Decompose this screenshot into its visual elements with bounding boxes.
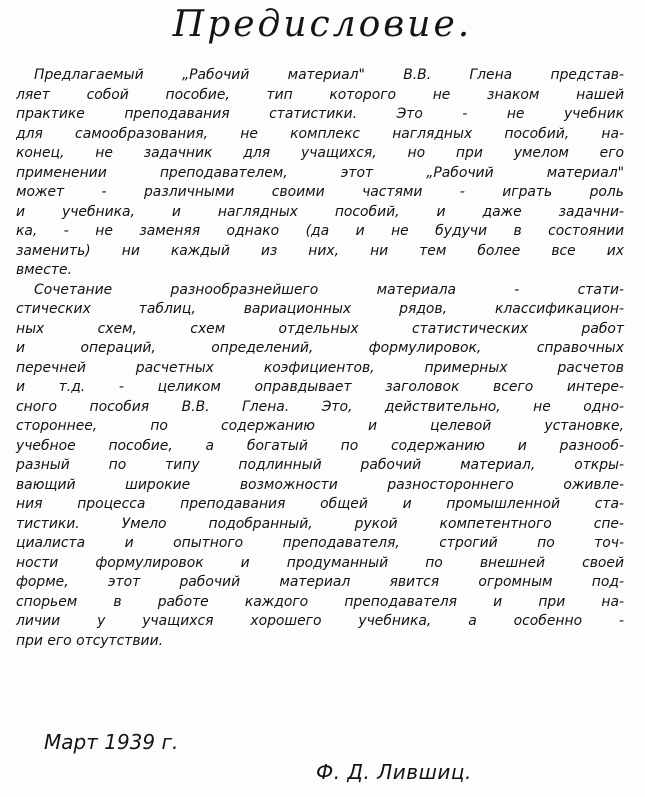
text-line: форме, этот рабочий материал явится огромным под- [16, 574, 624, 590]
text-line: может - различными своими частями - играть роль [16, 184, 624, 200]
text-line: конец, не задачник для учащихся, но при умелом его [16, 145, 624, 161]
text-line: тистики. Умело подобранный, рукой компетентного спе- [16, 515, 624, 532]
date-line: Март 1939 г. [44, 730, 179, 754]
text-line: ности формулировок и продуманный по внешней своей [16, 554, 624, 571]
text-line: и операций, определений, формулировок, справочных [16, 340, 624, 356]
page-title: Предисловие. [172, 4, 473, 45]
text-line: при его отсутствии. [16, 632, 164, 649]
text-line: спорьем в работе каждого преподавателя и при на- [16, 593, 624, 610]
text-line: учебное пособие, а богатый по содержанию и разнооб- [16, 437, 624, 454]
paragraph-2 [16, 281, 624, 652]
text-line: циалиста и опытного преподавателя, строгий по точ- [16, 535, 624, 551]
text-line: для самообразования, не комплекс наглядных пособий, на- [16, 125, 624, 142]
text-line: заменить) ни каждый из них, ни тем более все их [16, 242, 624, 259]
text-line: ляет собой пособие, тип которого не знаком нашей [16, 86, 624, 103]
text-line: ния процесса преподавания общей и промышленной ста- [16, 496, 624, 512]
text-line: вающий широкие возможности разностороннего оживле- [16, 476, 624, 493]
text-line: ка, - не заменяя однако (да и не будучи в состоянии [16, 223, 624, 239]
text-line: ных схем, схем отдельных статистических работ [16, 320, 624, 337]
text-line: Сочетание разнообразнейшего материала - стати- [34, 281, 624, 298]
preface-body [16, 66, 624, 651]
text-line: стических таблиц, вариационных рядов, классификацион- [16, 301, 624, 317]
text-line: разный по типу подлинный рабочий материал, откры- [16, 457, 624, 473]
text-line: применении преподавателем, этот „Рабочий материал" [16, 164, 624, 181]
text-line: и учебника, и наглядных пособий, и даже задачни- [16, 203, 624, 220]
text-line: Предлагаемый „Рабочий материал" В.В. Глена представ- [34, 67, 624, 83]
paragraph-1 [16, 66, 624, 281]
text-line: сного пособия В.В. Глена. Это, действительно, не одно- [16, 398, 624, 415]
text-line: стороннее, по содержанию и целевой установке, [16, 418, 624, 434]
text-line: и т.д. - целиком оправдывает заголовок всего интере- [16, 379, 624, 395]
text-line: личии у учащихся хорошего учебника, а особенно - [16, 613, 624, 629]
text-line: практике преподавания статистики. Это - не учебник [16, 106, 624, 122]
text-line: вместе. [16, 262, 72, 278]
text-line: перечней расчетных коэфициентов, примерных расчетов [16, 359, 624, 376]
author-signature: Ф. Д. Лившиц. [316, 760, 472, 784]
